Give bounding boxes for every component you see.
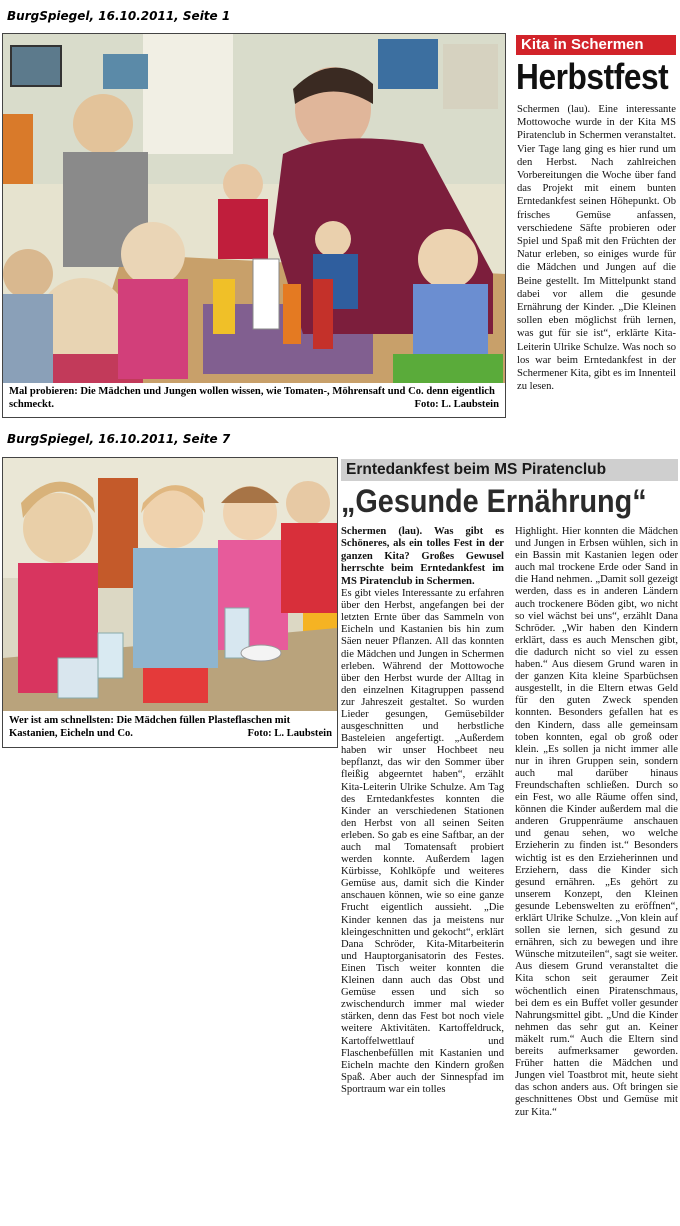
article1-photo-credit: Foto: L. Laubstein <box>414 399 499 410</box>
article2-photo <box>3 458 337 711</box>
article1-photo-caption <box>9 385 499 411</box>
article1-body: Schermen (lau). Eine interessante Mottowoche wurde in der Kita MS Piratenclub in Schermen veranstaltet. Vier Tage lang ging es hier rund um den Herbst. Nach zahlreichen Vorbereitungen die Woche über fand das Projekt mit einem bunten Erntedankfest seinen Höhepunkt. Ob frisches Gemüse anfassen, verschiedene Säfte probieren oder Spiel und Spaß mit den Früchten der Natur erleben, so einiges wurde für die Mädchen und Jungen auf die Beine gestellt. Im Mittelpunkt stand dabei vor allem die gesunde Ernährung der Kinder. „Die Kleinen sollen eben möglichst früh lernen, was gut für sie ist“, erklärte Kita-Leiterin Ulrike Schulze. Was noch so los war beim Erntedankfest in der Schermener Kita, gibt es im Innenteil zu lesen. <box>517 104 676 393</box>
article1-kicker: Kita in Schermen <box>516 35 676 55</box>
source-line-top: BurgSpiegel, 16.10.2011, Seite 1 <box>7 9 231 23</box>
source-line-bottom: BurgSpiegel, 16.10.2011, Seite 7 <box>7 432 231 446</box>
article2-caption-text: Wer ist am schnellsten: Die Mädchen füllen Plasteflaschen mit Kastanien, Eicheln und Co. <box>9 715 291 739</box>
article2-column-2 <box>515 526 678 1119</box>
article1-headline: Herbstfest <box>516 56 669 97</box>
article2-photo-credit: Foto: L. Laubstein <box>247 728 332 739</box>
article2-photo-caption <box>9 714 332 740</box>
article2-lead: Schermen (lau). Was gibt es Schöneres, als ein tolles Fest in der ganzen Kita? Großes Gewusel herrschte beim Erntedankfest im MS Piratenclub in Schermen. <box>341 526 504 587</box>
article2-photo-frame <box>2 457 338 748</box>
article1-caption-text: Mal probieren: Die Mädchen und Jungen wollen wissen, wie Tomaten-, Möhrensaft und Co. denn eigentlich schmeckt. <box>9 386 495 410</box>
article2-column-1 <box>341 526 504 1096</box>
article1-photo <box>3 34 505 383</box>
article1-photo-frame <box>2 33 506 418</box>
article2-column1-text: Es gibt vieles Interessante zu erfahren über den Herbst, angefangen bei der letzten Ernte über das Sammeln von Eicheln und Kastanien bis hin zum Säen neuer Pflanzen. All das konnten die Mädchen und Jungen in Schermen erleben. Während der Mottowoche über den Herbst wurde der Alltag in den einzelnen Kitagruppen passend zur Jahreszeit gestaltet. So wurden Lieder gesungen, Gemüsebilder ausgeschnitten und herbstliche Basteleien angefertigt. „Außerdem haben wir unser Hochbeet neu bepflanzt, das wir den Sommer über fleißig abgeerntet haben“, erzählt Kita-Leiterin Ulrike Schulze. Am Tag des Erntedankfestes konnten die Kinder an verschiedenen Stationen den Herbst von all seinen Seiten erleben. So gab es eine Saftbar, an der auch mal Tomatensaft probiert werden konnte. Außerdem lagen Kürbisse, Kohlköpfe und weiteres Gemüse aus, damit sich die Kinder anschauen können, wie so eine ganze Frucht eigentlich aussieht. „Die Kinder kennen das ja meistens nur kleingeschnitten und gekocht“, erklärt Dana Schröder, Kita-Mitarbeiterin und Hauptorganisatorin des Festes. Einen Tisch weiter konnten die Kleinen dann auch das Obst und Gemüse essen und sich so zwischendurch immer mal wieder stärken, denn das Fest bot noch viele weitere Aktivitäten. Kartoffeldruck, Kartoffelwettlauf und Flaschenbefüllen mit Kastanien und Eicheln machte den Kindern großen Spaß. Aber auch der Sinnespfad im Sportraum war ein tolles <box>341 588 504 1095</box>
article2-column2-text: Highlight. Hier konnten die Mädchen und Jungen in Erbsen wühlen, sich in ein Bassin mit Kastanien legen oder auch mal trockene Erde oder Sand in die Hand nehmen. „Damit soll gezeigt werden, dass es in anderen Ländern auch trockenere Böden gibt, wo nicht so viel wächst bei uns“, erzählt Dana Schröder. „Wir haben den Kindern erklärt, dass es auch Menschen gibt, die dadurch nicht so viel zu essen haben.“ Aus diesem Grund waren in der ganzen Kita kleine Sparbüchsen ausgestellt, in die Eltern etwas Geld für den guten Zweck spenden konnten. Besonders gefallen hat es den Kindern, dass alle gemeinsam toben konnten, egal ob groß oder klein. „Es sollen ja nicht immer alle nur in ihren Gruppen sein, sondern auch mal darüber hinaus Freundschaften schließen. Durch so ein Fest, wo alle Räume offen sind, können die Kinder außerdem mal die anderen Gruppenräume anschauen und genau sehen, wo welche Erzieherin zu finden ist.“ Besonders wichtig ist es den Erzieherinnen und Erziehern, dass die Kinder sich gesund ernähren. „Es gehört zu unserem Konzept, den Kleinen gesunde Lebenswelten zu eröffnen“, erklärt Ulrike Schulze. „Von klein auf sollen sie lernen, sich gesund zu ernähren, sich zu bewegen und ihre Wünsche mitzuteilen“, sagt sie weiter. Aus diesem Grund veranstaltet die Kita schon seit geraumer Zeit wöchentlich einen Piratenschmaus, bei dem es ein Buffet voller gesunder Nahrungsmittel gibt. „Und die Kinder nehmen das sehr gut an. Keiner mäkelt rum.“ Auch die Eltern sind bereits aufmerksamer geworden. Früher hatten die Mädchen und Jungen viel Toastbrot mit, heute sieht das schon anders aus. Oft bringen sie geschnittenes Obst und Gemüse mit zur Kita.“ <box>515 526 678 1118</box>
article2-headline: „Gesunde Ernährung“ <box>341 483 647 519</box>
article2-kicker: Erntedankfest beim MS Piratenclub <box>341 459 678 481</box>
